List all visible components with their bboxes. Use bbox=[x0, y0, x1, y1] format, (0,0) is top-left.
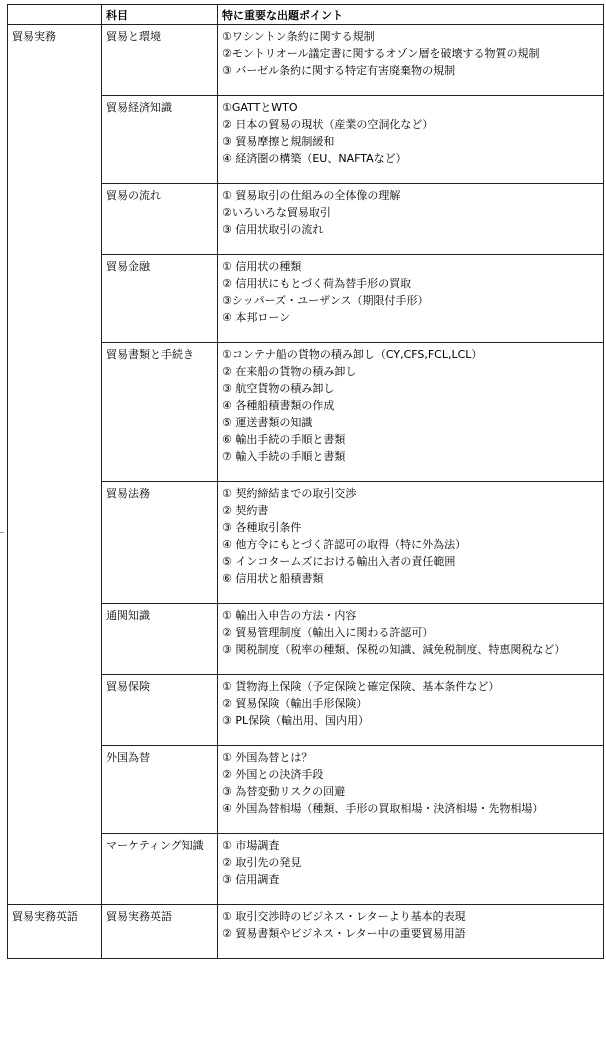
category-cell: 貿易実務 bbox=[8, 25, 102, 905]
point-item: ⑤ インコタームズにおける輸出入者の責任範囲 bbox=[222, 555, 456, 568]
subject-cell: 貿易と環境 bbox=[102, 25, 218, 96]
point-item: ⑥ 信用状と船積書類 bbox=[222, 572, 324, 585]
point-item: ③ 信用調査 bbox=[222, 873, 280, 886]
edge-tick-mark bbox=[0, 532, 4, 533]
point-item: ②モントリオール議定書に関するオゾン層を破壊する物質の規制 bbox=[222, 47, 540, 60]
point-item: ② 貿易管理制度（輸出入に関わる許認可） bbox=[222, 626, 434, 639]
points-cell bbox=[218, 25, 604, 96]
table-row bbox=[8, 25, 604, 96]
point-item: ⑤ 運送書類の知識 bbox=[222, 416, 313, 429]
point-item: ① 取引交渉時のビジネス・レターより基本的表現 bbox=[222, 910, 466, 923]
point-item: ① 貨物海上保険（予定保険と確定保険、基本条件など） bbox=[222, 680, 500, 693]
point-item: ② 信用状にもとづく荷為替手形の買取 bbox=[222, 277, 412, 290]
point-item: ③ バーゼル条約に関する特定有害廃棄物の規制 bbox=[222, 64, 456, 77]
subject-cell: 外国為替 bbox=[102, 746, 218, 834]
table-row bbox=[8, 905, 604, 959]
point-item: ④ 外国為替相場（種類、手形の買取相場・決済相場・先物相場） bbox=[222, 802, 544, 815]
point-item: ① 貿易取引の仕組みの全体像の理解 bbox=[222, 189, 401, 202]
point-item: ③ 航空貨物の積み卸し bbox=[222, 382, 335, 395]
point-item: ① 信用状の種類 bbox=[222, 260, 302, 273]
point-item: ② 日本の貿易の現状（産業の空洞化など） bbox=[222, 118, 434, 131]
subject-cell: 貿易実務英語 bbox=[102, 905, 218, 959]
point-item: ③ 関税制度（税率の種類、保税の知識、減免税制度、特恵関税など） bbox=[222, 643, 566, 656]
point-item: ② 貿易書類やビジネス・レター中の重要貿易用語 bbox=[222, 927, 466, 940]
point-item: ①GATTとWTO bbox=[222, 101, 298, 114]
point-item: ③ 為替変動リスクの回避 bbox=[222, 785, 346, 798]
subject-cell: マーケティング知識 bbox=[102, 834, 218, 905]
point-item: ③ 貿易摩擦と規制緩和 bbox=[222, 135, 335, 148]
exam-points-table bbox=[7, 4, 604, 959]
point-item: ⑥ 輸出手続の手順と書類 bbox=[222, 433, 346, 446]
header-points: 特に重要な出題ポイント bbox=[218, 5, 604, 25]
points-cell bbox=[218, 746, 604, 834]
point-item: ②いろいろな貿易取引 bbox=[222, 206, 331, 219]
subject-cell: 通関知識 bbox=[102, 604, 218, 675]
points-cell bbox=[218, 834, 604, 905]
point-item: ③ 各種取引条件 bbox=[222, 521, 302, 534]
header-category bbox=[8, 5, 102, 25]
points-cell bbox=[218, 96, 604, 184]
header-row bbox=[8, 5, 604, 25]
point-item: ① 外国為替とは？ bbox=[222, 751, 313, 764]
point-item: ② 外国との決済手段 bbox=[222, 768, 324, 781]
point-item: ② 貿易保険（輸出手形保険） bbox=[222, 697, 368, 710]
point-item: ① 輸出入申告の方法・内容 bbox=[222, 609, 357, 622]
subject-cell: 貿易法務 bbox=[102, 482, 218, 604]
points-cell bbox=[218, 905, 604, 959]
point-item: ①コンテナ船の貨物の積み卸し（CY,CFS,FCL,LCL） bbox=[222, 348, 483, 361]
subject-cell: 貿易保険 bbox=[102, 675, 218, 746]
header-subject: 科目 bbox=[102, 5, 218, 25]
subject-cell: 貿易書類と手続き bbox=[102, 343, 218, 482]
category-cell: 貿易実務英語 bbox=[8, 905, 102, 959]
point-item: ③シッパーズ・ユーザンス（期限付手形） bbox=[222, 294, 429, 307]
point-item: ② 在来船の貨物の積み卸し bbox=[222, 365, 357, 378]
points-cell bbox=[218, 604, 604, 675]
points-cell bbox=[218, 184, 604, 255]
subject-cell: 貿易の流れ bbox=[102, 184, 218, 255]
points-cell bbox=[218, 343, 604, 482]
point-item: ② 契約書 bbox=[222, 504, 269, 517]
table-body bbox=[8, 25, 604, 959]
points-cell bbox=[218, 675, 604, 746]
point-item: ④ 他方令にもとづく許認可の取得（特に外為法） bbox=[222, 538, 467, 551]
point-item: ④ 本邦ローン bbox=[222, 311, 291, 324]
point-item: ①ワシントン条約に関する規制 bbox=[222, 30, 375, 43]
subject-cell: 貿易経済知識 bbox=[102, 96, 218, 184]
point-item: ③ PL保険（輸出用、国内用） bbox=[222, 714, 370, 727]
points-cell bbox=[218, 255, 604, 343]
points-cell bbox=[218, 482, 604, 604]
point-item: ④ 各種船積書類の作成 bbox=[222, 399, 335, 412]
point-item: ③ 信用状取引の流れ bbox=[222, 223, 324, 236]
point-item: ② 取引先の発見 bbox=[222, 856, 302, 869]
point-item: ④ 経済圏の構築（EU、NAFTAなど） bbox=[222, 152, 407, 165]
point-item: ① 市場調査 bbox=[222, 839, 280, 852]
point-item: ⑦ 輸入手続の手順と書類 bbox=[222, 450, 346, 463]
subject-cell: 貿易金融 bbox=[102, 255, 218, 343]
point-item: ① 契約締結までの取引交渉 bbox=[222, 487, 357, 500]
